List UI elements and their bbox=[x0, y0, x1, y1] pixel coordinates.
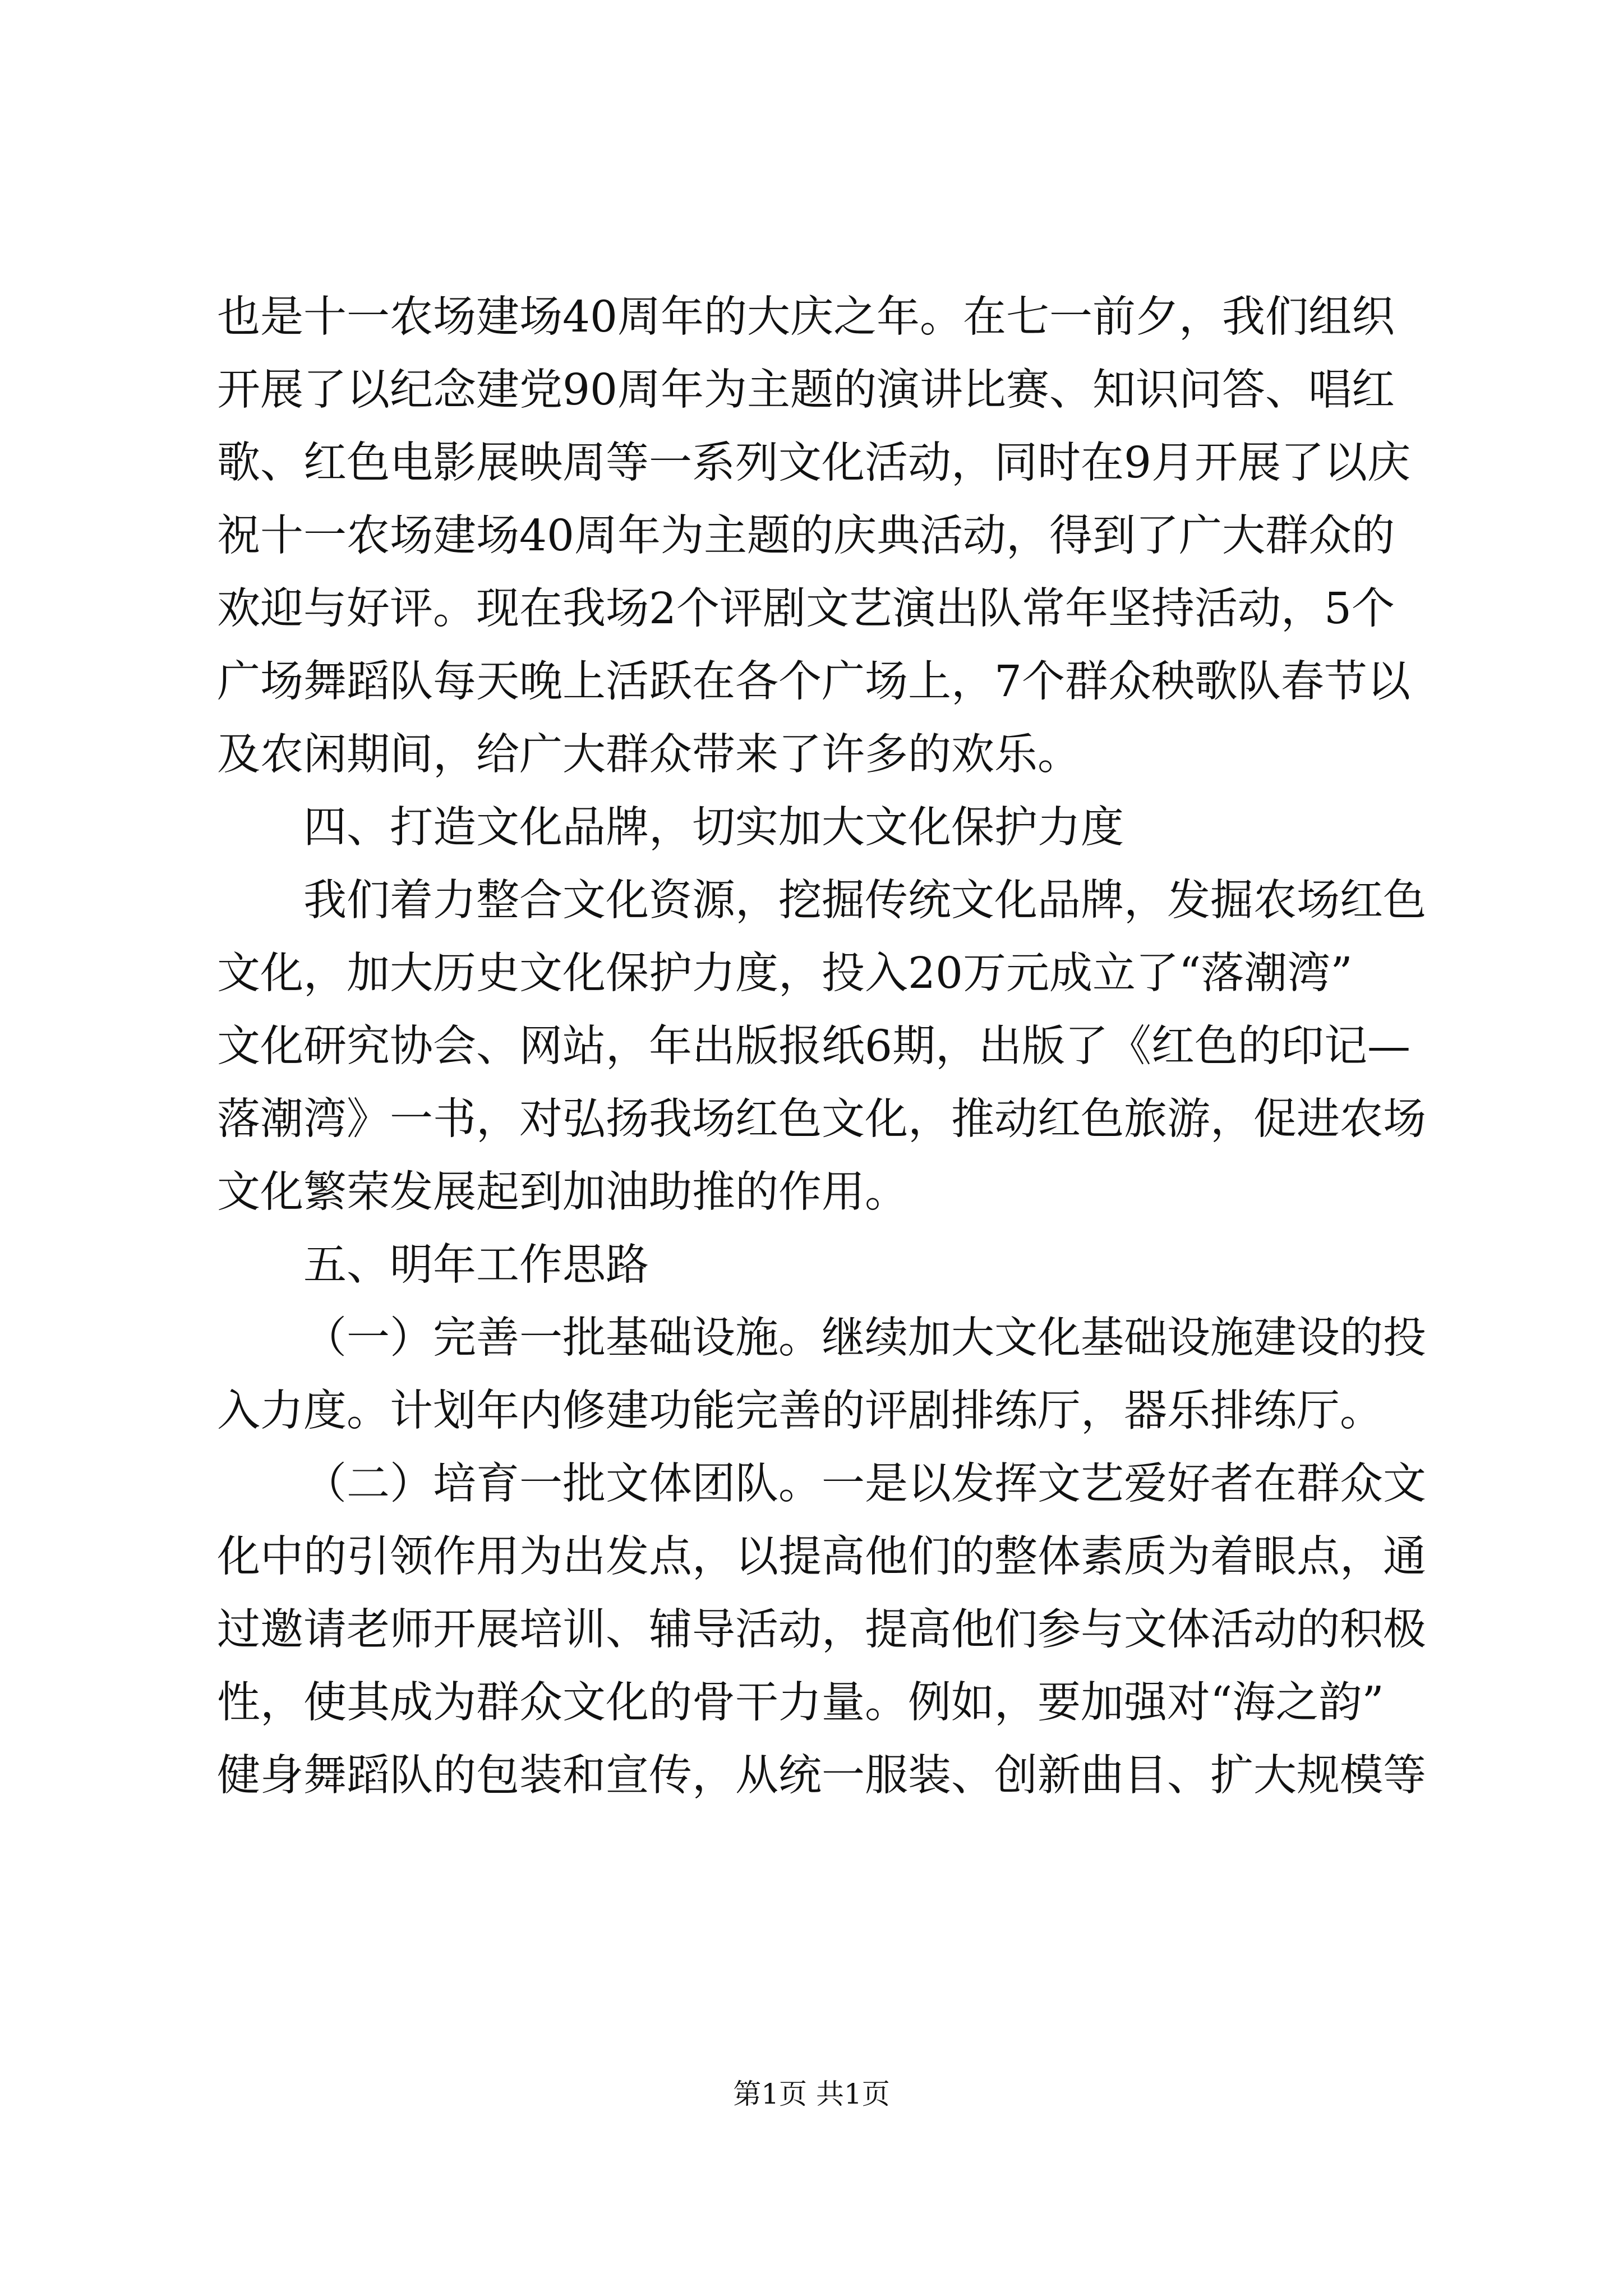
text-line: 祝十一农场建场40周年为主题的庆典活动，得到了广大群众的 bbox=[217, 511, 1395, 561]
section-heading-4: 四、打造文化品牌，切实加大文化保护力度 bbox=[303, 803, 1124, 853]
text-line: 化中的引领作用为出发点，以提高他们的整体素质为着眼点，通 bbox=[217, 1532, 1426, 1582]
paragraph-start: 我们着力整合文化资源，挖掘传统文化品牌，发掘农场红色 bbox=[303, 876, 1426, 926]
text-line: 过邀请老师开展培训、辅导活动，提高他们参与文体活动的积极 bbox=[217, 1605, 1426, 1655]
text-line: 开展了以纪念建党90周年为主题的演讲比赛、知识问答、唱红 bbox=[217, 365, 1395, 415]
text-line: 广场舞蹈队每天晚上活跃在各个广场上，7个群众秧歌队春节以 bbox=[217, 657, 1410, 707]
text-line: 文化繁荣发展起到加油助推的作用。 bbox=[217, 1167, 908, 1217]
text-line: 健身舞蹈队的包装和宣传，从统一服装、创新曲目、扩大规模等 bbox=[217, 1751, 1426, 1801]
text-line: 性，使其成为群众文化的骨干力量。例如，要加强对“海之韵” bbox=[217, 1678, 1384, 1728]
text-line: 歌、红色电影展映周等一系列文化活动，同时在9月开展了以庆 bbox=[217, 438, 1410, 488]
page-footer: 第1页 共1页 bbox=[733, 2078, 890, 2110]
paragraph-start: （二）培育一批文体团队。一是以发挥文艺爱好者在群众文 bbox=[303, 1459, 1426, 1509]
text-line-continuation: 也是十一农场建场40周年的大庆之年。在七一前夕，我们组织 bbox=[217, 292, 1395, 342]
section-heading-5: 五、明年工作思路 bbox=[303, 1240, 649, 1290]
text-line: 入力度。计划年内修建功能完善的评剧排练厅，器乐排练厅。 bbox=[217, 1386, 1383, 1436]
text-line: 文化，加大历史文化保护力度，投入20万元成立了“落潮湾” bbox=[217, 949, 1353, 999]
text-line: 及农闲期间，给广大群众带来了许多的欢乐。 bbox=[217, 730, 1081, 780]
text-line: 文化研究协会、网站，年出版报纸6期，出版了《红色的印记— bbox=[217, 1022, 1410, 1071]
text-line: 落潮湾》一书，对弘扬我场红色文化，推动红色旅游，促进农场 bbox=[217, 1094, 1426, 1144]
text-line: 欢迎与好评。现在我场2个评剧文艺演出队常年坚持活动，5个 bbox=[217, 584, 1395, 634]
paragraph-start: （一）完善一批基础设施。继续加大文化基础设施建设的投 bbox=[303, 1313, 1426, 1363]
